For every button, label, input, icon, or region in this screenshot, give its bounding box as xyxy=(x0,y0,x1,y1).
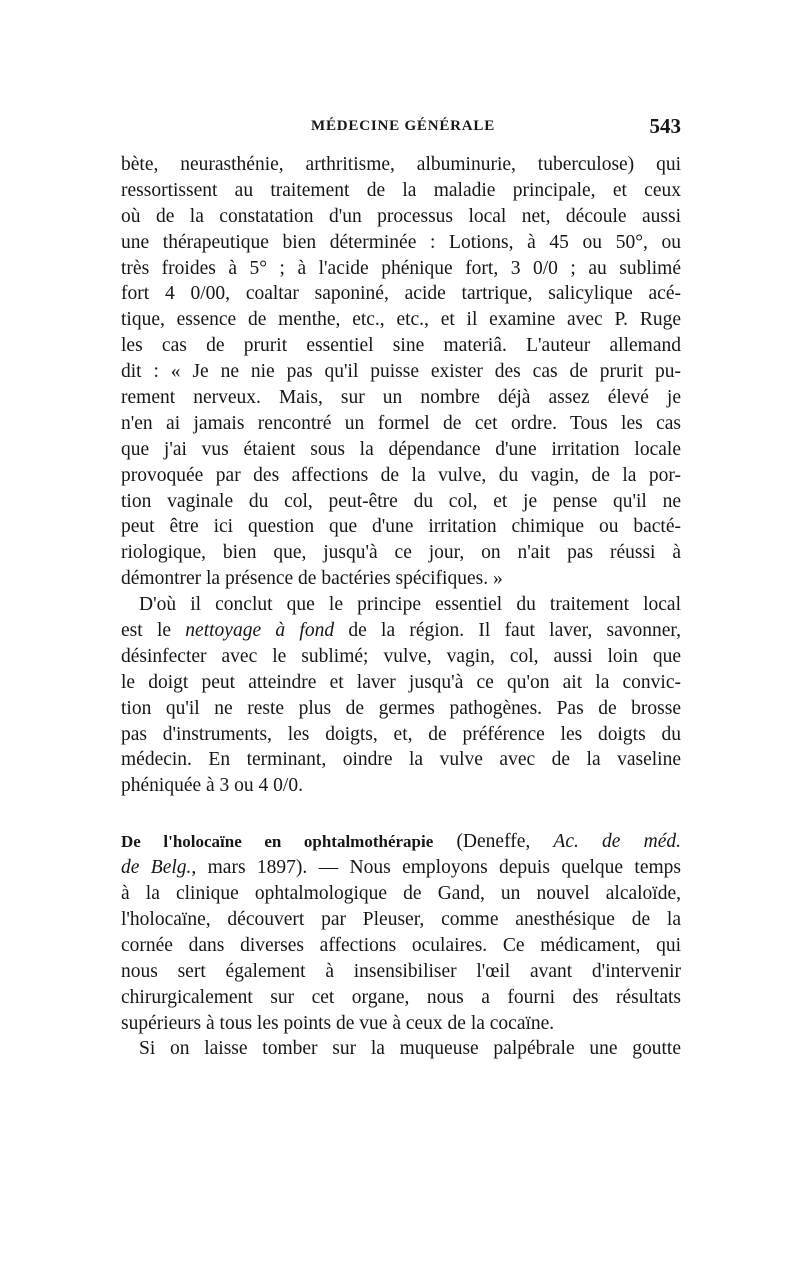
text-line: bète, neurasthénie, arthritisme, albuminurie, tuberculose) qui xyxy=(121,154,681,175)
text-line: Si on laisse tomber sur la muqueuse palpébrale une goutte xyxy=(139,1038,681,1060)
text-fragment: , mars 1897). — Nous employons depuis quelque temps xyxy=(191,857,681,879)
text-line: riologique, bien que, jusqu'à ce jour, on n'ait pas réussi à xyxy=(121,542,681,564)
text-line: rement nerveux. Mais, sur un nombre déjà assez élevé je xyxy=(121,387,681,409)
text-line: très froides à 5° ; à l'acide phénique fort, 3 0/0 ; au sublimé xyxy=(121,257,681,279)
text-line: pas d'instruments, les doigts, et, de préférence les doigts du xyxy=(121,723,681,745)
italic-phrase: nettoyage à fond xyxy=(185,620,335,642)
text-line: peut être ici question que d'une irritation chimique ou bacté- xyxy=(121,516,681,538)
page-number: 543 xyxy=(649,114,681,138)
text-line: désinfecter avec le sublimé; vulve, vagin, col, aussi loin que xyxy=(121,645,681,667)
text-line: que j'ai vus étaient sous la dépendance d'une irritation locale xyxy=(121,438,681,460)
text-line: les cas de prurit essentiel sine materiâ. L'auteur allemand xyxy=(121,335,681,357)
text-line: chirurgicalement sur cet organe, nous a fourni des résultats xyxy=(121,986,681,1008)
text-line: une thérapeutique bien déterminée : Lotions, à 45 ou 50°, ou xyxy=(121,231,681,253)
text-line: où de la constatation d'un processus local net, découle aussi xyxy=(121,205,681,227)
italic-citation: Ac. de méd. xyxy=(553,831,681,853)
article-title: De l'holocaïne en ophtalmothérapie xyxy=(121,832,434,852)
text-line: dit : « Je ne nie pas qu'il puisse exister des cas de prurit pu- xyxy=(121,361,681,383)
text-line: fort 4 0/00, coaltar saponiné, acide tartrique, salicylique acé- xyxy=(121,283,681,305)
italic-citation: de Belg. xyxy=(121,857,192,879)
text-line xyxy=(121,829,681,855)
text-line xyxy=(121,855,681,881)
text-line: phéniquée à 3 ou 4 0/0. xyxy=(121,775,303,797)
text-line: nous sert également à insensibiliser l'œil avant d'intervenir xyxy=(121,960,681,982)
text-line: D'où il conclut que le principe essentiel du traitement local xyxy=(139,594,681,616)
text-line: ressortissent au traitement de la maladie principale, et ceux xyxy=(121,179,681,201)
text-line: médecin. En terminant, oindre la vulve avec de la vaseline xyxy=(121,749,681,771)
text-line: tion vaginale du col, peut-être du col, et je pense qu'il ne xyxy=(121,490,681,512)
running-head xyxy=(121,110,681,146)
text-line: à la clinique ophtalmologique de Gand, un nouvel alcaloïde, xyxy=(121,883,681,905)
text-line: tique, essence de menthe, etc., etc., et il examine avec P. Ruge xyxy=(121,309,681,331)
text-line: démontrer la présence de bactéries spécifiques. » xyxy=(121,568,503,590)
running-title: MÉDECINE GÉNÉRALE xyxy=(311,118,496,134)
text-line: provoquée par des affections de la vulve, du vagin, de la por- xyxy=(121,464,681,486)
paragraph-continuation xyxy=(121,152,681,592)
text-fragment: (Deneffe, xyxy=(433,831,554,853)
paragraph-treatment xyxy=(121,592,681,799)
text-fragment: de la région. Il faut laver, savonner, xyxy=(334,620,681,642)
section-gap xyxy=(121,799,681,829)
paragraph-holocaine xyxy=(121,829,681,1036)
paragraph-drop xyxy=(121,1036,681,1062)
text-line: tion qu'il ne reste plus de germes pathogènes. Pas de brosse xyxy=(121,697,681,719)
text-line: cornée dans diverses affections oculaires. Ce médicament, qui xyxy=(121,934,681,956)
text-line: supérieurs à tous les points de vue à ceux de la cocaïne. xyxy=(121,1012,555,1034)
text-line: le doigt peut atteindre et laver jusqu'à ce qu'on ait la convic- xyxy=(121,671,681,693)
text-fragment: est le xyxy=(121,620,186,642)
text-line: l'holocaïne, découvert par Pleuser, comme anesthésique de la xyxy=(121,908,681,930)
text-line: n'en ai jamais rencontré un formel de cet ordre. Tous les cas xyxy=(121,412,681,434)
book-page xyxy=(121,110,681,1062)
text-line xyxy=(121,618,681,644)
